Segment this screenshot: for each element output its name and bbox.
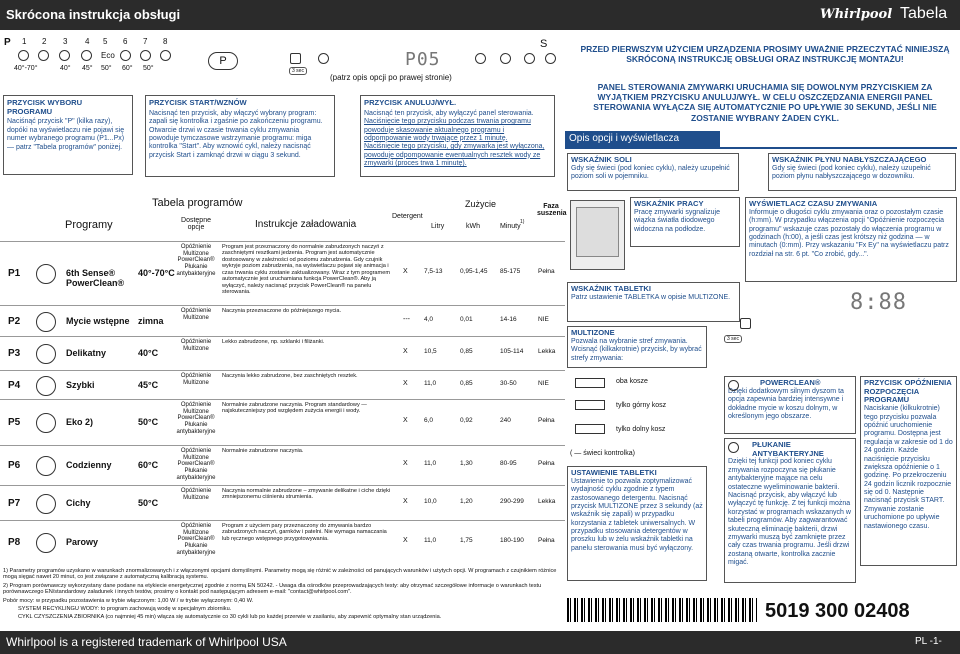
program-instructions: Naczynia normalnie zabrudzone – zmywanie delikatne i ciche dzięki zmniejszonemu ciśnieniu strumienia. bbox=[222, 488, 391, 501]
dishwasher-illustration bbox=[570, 200, 625, 270]
program-instructions: Lekko zabrudzone, np. szklanki i filiżanki. bbox=[222, 339, 325, 345]
box-text: Patrz ustawienie TABLETKA w opisie MULTIZONE. bbox=[571, 293, 731, 301]
col-programy: Programy bbox=[65, 219, 113, 231]
barcode bbox=[567, 598, 757, 622]
basket-option: tylko górny kosz bbox=[616, 402, 667, 409]
footnote: Pobór mocy: w przypadku pozostawienia w trybie włączonym: 1,00 W / w trybie wyłączonym: 0,40 W. bbox=[3, 598, 254, 604]
col-kwh: kWh bbox=[466, 223, 480, 230]
eco-icon: Eco bbox=[101, 51, 115, 60]
blue-rule bbox=[565, 147, 957, 149]
box-title: WSKAŹNIK PŁYNU NABŁYSZCZAJĄCEGO bbox=[772, 155, 927, 164]
program-number: 5 bbox=[103, 37, 108, 46]
program-name: 6th Sense® PowerClean® bbox=[66, 268, 125, 288]
box-text: Ustawienie to pozwala zoptymalizować wydajność cyklu zgodnie z typem zastosowanego detergentu. Nacisnąć przycisk MULTIZONE przez 3 sekundy (aż wskaźnik się zapali) w przypadku korzystania z tabletek uniwersalnych. W przypadku stosowania detergentów w proszku lub w żelu wskaźnik tabletki na panelu sterowania musi być wyłączony. bbox=[571, 477, 703, 552]
program-name: Delikatny bbox=[66, 348, 107, 358]
program-options: Opóźnienie Multizone PowerClean® Płukanie antybakteryjne bbox=[176, 244, 216, 277]
program-id: P7 bbox=[8, 497, 21, 509]
col-litry: Litry bbox=[431, 223, 445, 230]
glass-icon bbox=[59, 50, 70, 61]
program-options: Opóźnienie Multizone bbox=[180, 373, 212, 386]
program-liters: 7,5-13 bbox=[424, 268, 443, 275]
box-title: MULTIZONE bbox=[571, 328, 615, 337]
program-temp: 50°C bbox=[138, 497, 159, 508]
col-opcje: Dostępne opcje bbox=[181, 217, 211, 231]
program-number: 2 bbox=[42, 37, 47, 46]
section-title: Tabela bbox=[900, 5, 948, 22]
box-title: WSKAŹNIK PRACY bbox=[634, 199, 704, 208]
box-text: Naciśnięcie tego przycisku, gdy zmywarka jest wyłączona, powoduje odpompowanie ewentualnych resztek wody ze zmywarki (proces trwa 1 minutę). bbox=[364, 143, 545, 168]
program-liters: 11,0 bbox=[424, 379, 437, 387]
program-number: 4 bbox=[85, 37, 90, 46]
salt-box bbox=[567, 153, 739, 191]
control-panel bbox=[0, 33, 565, 88]
warning-text: PRZED PIERWSZYM UŻYCIEM URZĄDZENIA PROSIMY UWAŻNIE PRZECZYTAĆ NINIEJSZĄ SKRÓCONĄ INSTRUKCJĘ OBSŁUGI ORAZ INSTRUKCJĘ MONTAŻU! bbox=[580, 44, 950, 65]
delay-icon[interactable] bbox=[475, 53, 486, 64]
program-detergent: X bbox=[403, 379, 408, 387]
program-detergent: --- bbox=[403, 315, 410, 323]
program-icon bbox=[36, 312, 56, 332]
program-icon bbox=[36, 344, 56, 364]
box-title: WYŚWIETLACZ CZASU ZMYWANIA bbox=[749, 199, 878, 208]
panel-info-text: PANEL STEROWANIA ZMYWARKI URUCHAMIA SIĘ DOWOLNYM PRZYCISKIEM ZA WYJĄTKIEM PRZYCISKU ANULUJ/WYŁ. W CELU OSZCZĘDZANIA ENERGII PANEL STEROWANIA WYŁĄCZA SIĘ AUTOMATYCZNIE PO UPŁYWIE 30 SEKUND, JEŚLI NIE ZOSTANIE WYBRANY ŻADEN CYKL. bbox=[593, 82, 937, 123]
program-detergent: X bbox=[403, 268, 408, 275]
box-text: Gdy się świeci (pod koniec cyklu), należy uzupełnić poziom soli w pojemniku. bbox=[571, 164, 730, 181]
led-legend: ( — świeci kontrolka) bbox=[570, 450, 635, 457]
tablet-icon bbox=[290, 53, 301, 64]
box-text: Naciskanie (kilkukrotnie) tego przycisku pozwala opóźnić uruchomienie programu. Dostępna jest regulacja w zakresie od 1 do 24 godzin. Każde naciśnięcie przycisku zwiększa opóźnienie o 1 godzinę. Po przekroczeniu 24 godzin licznik rozpocznie się od 0. Następnie nacisnąć przycisk START. Zmywanie zostanie uruchomione po upływie nastawionego czasu. bbox=[864, 405, 953, 530]
footnote: 2) Program porównawczy wykorzystany dane podane na etykiecie energetycznej zgodnie z normą EN 50242. - Uwaga dla ośrodków przeprowadzających testy: aby otrzymać szczegółowe informacje o warunkach testu porównawczego EN/standardowy załadunek i innych testów, prosimy o kontakt pod następującym adresem e-mail: "contact@whirlpool.com". bbox=[3, 583, 542, 596]
p-label: P bbox=[4, 37, 11, 48]
box-title: WSKAŹNIK SOLI bbox=[571, 155, 632, 164]
box-title: WSKAŹNIK TABLETKI bbox=[571, 284, 652, 293]
col-detergent: Detergent bbox=[392, 213, 423, 220]
basket-icon bbox=[575, 400, 605, 410]
col-instrukcje: Instrukcje załadowania bbox=[255, 219, 357, 230]
p-button[interactable]: P bbox=[208, 52, 238, 70]
three-sec-label: 3 sec bbox=[289, 67, 307, 75]
quick-icon bbox=[81, 50, 92, 61]
options-tab: Opis opcji i wyświetlacza bbox=[565, 131, 720, 147]
program-number: 6 bbox=[123, 37, 128, 46]
program-number: 8 bbox=[163, 37, 168, 46]
temp-label: 40°-70° bbox=[14, 65, 38, 72]
basket-icon bbox=[575, 378, 605, 388]
program-drying: NIE bbox=[538, 379, 549, 387]
footnote: CYKL CZYSZCZENIA ZBIORNIKA (co najmniej 45 min) włącza się automatycznie co 30 cykli lub po każdej przerwie w zasilaniu, aby zapewnić optymalny stan urządzenia. bbox=[18, 614, 442, 620]
program-instructions: Normalnie zabrudzone naczynia. bbox=[222, 448, 304, 454]
temp-label: 50° bbox=[101, 65, 112, 72]
three-sec-label: 3 sec bbox=[724, 335, 742, 343]
program-kwh: 1,20 bbox=[460, 497, 473, 505]
cancel-box bbox=[360, 95, 555, 177]
program-options: Opóźnienie Multizone bbox=[180, 308, 212, 321]
rinse-aid-box bbox=[768, 153, 956, 191]
program-temp: 60°C bbox=[138, 460, 159, 470]
col-faza: Faza suszenia bbox=[537, 203, 567, 217]
program-select-box bbox=[3, 95, 133, 175]
program-detergent: X bbox=[403, 460, 408, 467]
program-detergent: X bbox=[403, 497, 408, 505]
box-text: Naciśnięcie tego przycisku podczas trwania programu powoduje skasowanie aktualnego programu i odpompowanie wody trwające przez 1 minutę. bbox=[364, 118, 531, 142]
program-minutes: 105-114 bbox=[500, 348, 524, 355]
program-number: 1 bbox=[22, 37, 27, 46]
box-text: Informuje o długości cyklu zmywania oraz o pozostałym czasie (h:mm). W przypadku włączenia opcji "Opóźnienie rozpoczęcia programu" wskazuje czas pozostały do włączenia programu w godzinach (h:00), a jeśli czas jest krótszy niż godzina — w minutach (0:mm). Przy wskazaniu "Fx Ey" na wyświetlaczu patrz rozdział na str. 6 pt. "Co zrobić, gdy...". bbox=[749, 208, 949, 258]
multizone-icon[interactable] bbox=[318, 53, 329, 64]
program-minutes: 240 bbox=[500, 417, 511, 424]
program-temp: zimna bbox=[138, 315, 164, 326]
program-name: Cichy bbox=[66, 497, 91, 508]
program-number: 7 bbox=[143, 37, 148, 46]
program-drying: Pełna bbox=[538, 537, 555, 544]
program-minutes: 180-190 bbox=[500, 537, 524, 544]
program-drying: Pełna bbox=[538, 417, 555, 424]
daily-icon bbox=[120, 50, 131, 61]
antibacterial-box bbox=[724, 438, 856, 583]
program-options: Opóźnienie Multizone PowerClean® Płukanie antybakteryjne bbox=[176, 448, 216, 481]
tablet-setting-box bbox=[567, 466, 707, 581]
box-title: PŁUKANIE ANTYBAKTERYJNE bbox=[752, 440, 824, 458]
program-id: P1 bbox=[8, 268, 21, 279]
program-liters: 6,0 bbox=[424, 417, 434, 424]
cancel-button[interactable] bbox=[524, 53, 535, 64]
box-title: PRZYCISK ANULUJ/WYŁ. bbox=[364, 98, 457, 107]
program-name: Szybki bbox=[66, 379, 95, 390]
program-instructions: Program z użyciem pary przeznaczony do zmywania bardzo zabrudzonych naczyń, garnków i patelni. Nie wymaga namaczania lub ręcznego wstępnego przygotowywania. bbox=[222, 523, 387, 542]
powerclean-icon[interactable] bbox=[728, 380, 739, 391]
program-minutes: 80-95 bbox=[500, 460, 517, 467]
program-detergent: X bbox=[403, 537, 408, 544]
program-icon bbox=[36, 413, 56, 433]
footnote-mark: 1) bbox=[520, 219, 525, 225]
box-text: Dzięki tej funkcji pod koniec cyklu zmywania rozpoczyna się płukanie antybakteryjne mające na celu ostateczne wyeliminowanie bakterii. Nacisnąć przycisk, aby włączyć lub wyłączyć tę funkcję. Z tej funkcji można korzystać w programach wskazanych w tabeli programów. Aby zagwarantować skuteczną eliminację bakterii, drzwi zmywarki muszą być zamknięte przez cały czas trwania programu. Jeśli drzwi zostaną otwarte, kontrolka zacznie migać. bbox=[728, 458, 851, 567]
trademark: Whirlpool is a registered trademark of Whirlpool USA bbox=[6, 635, 287, 649]
panel-note: (patrz opis opcji po prawej stronie) bbox=[330, 73, 452, 82]
program-kwh: 0,01 bbox=[460, 315, 473, 323]
program-icon bbox=[36, 494, 56, 514]
box-text: Pracę zmywarki sygnalizuje wiązka światła diodowego widoczna na podłodze. bbox=[634, 208, 720, 233]
box-text: Gdy się świeci (pod koniec cyklu), należy uzupełnić poziom płynu nabłyszczającego w dozowniku. bbox=[772, 164, 931, 181]
program-liters: 10,0 bbox=[424, 497, 437, 505]
program-minutes: 30-50 bbox=[500, 379, 517, 387]
program-liters: 11,0 bbox=[424, 537, 437, 544]
box-title: POWERCLEAN® bbox=[760, 378, 821, 387]
program-drying: Pełna bbox=[538, 460, 555, 467]
page-number: PL -1- bbox=[915, 636, 942, 647]
program-icon bbox=[36, 456, 56, 476]
program-liters: 11,0 bbox=[424, 460, 437, 467]
program-drying: Pełna bbox=[538, 268, 555, 275]
box-text: Nacisnąć ten przycisk, aby włączyć wybrany program: zapali się kontrolka i zgaśnie po zakończeniu programu. Otwarcie drzwi w czasie trwania cyklu zmywania powoduje tymczasowe wstrzymanie programu: miga kontrolka "Start". Aby wznowić cykl, należy nacisnąć przycisk Start i zamknąć drzwi w ciągu 3 sekund. bbox=[149, 109, 323, 159]
program-temp: 45°C bbox=[138, 379, 159, 390]
program-detergent: X bbox=[403, 417, 408, 424]
program-liters: 10,5 bbox=[424, 348, 437, 355]
box-title: PRZYCISK WYBORU PROGRAMU bbox=[7, 98, 83, 116]
footnote: 1) Parametry programów uzyskano w warunkach znormalizowanych i z włączonymi opcjami domyślnymi. Parametry mogą się różnić w zależności od panujących warunków i użytych opcji. W programach z czujnikiem różnice mogą sięgać nawet 20 minut, co jest związane z automatyczną kalibracją systemu. bbox=[3, 568, 557, 581]
program-id: P2 bbox=[8, 315, 21, 327]
basket-option: tylko dolny kosz bbox=[616, 426, 666, 433]
program-kwh: 1,75 bbox=[460, 537, 473, 544]
program-kwh: 0,85 bbox=[460, 348, 473, 355]
program-icon bbox=[36, 264, 56, 284]
multizone-box bbox=[567, 326, 707, 368]
start-box bbox=[145, 95, 335, 177]
program-options: Opóźnienie Multizone PowerClean® Płukanie antybakteryjne bbox=[176, 523, 216, 556]
footnote: SYSTEM RECYKLINGU WODY: to program zachowują wodę w specjalnym zbiorniku. bbox=[18, 606, 232, 612]
temp-label: 50° bbox=[143, 65, 154, 72]
program-id: P8 bbox=[8, 537, 21, 548]
program-id: P4 bbox=[8, 379, 21, 391]
col-zuzycie: Zużycie bbox=[465, 199, 497, 209]
silent-icon bbox=[140, 50, 151, 61]
work-box bbox=[630, 197, 740, 247]
program-name: Eko 2) bbox=[66, 417, 94, 427]
program-number: 3 bbox=[63, 37, 68, 46]
rinse-aid-icon bbox=[545, 53, 556, 64]
program-id: P6 bbox=[8, 460, 21, 471]
program-name: Codzienny bbox=[66, 460, 112, 470]
temp-label: 60° bbox=[122, 65, 133, 72]
product-code: 5019 300 02408 bbox=[765, 600, 910, 622]
temp-label: 45° bbox=[82, 65, 93, 72]
program-id: P3 bbox=[8, 348, 21, 359]
box-text: Naciśnąć przycisk "P" (kilka razy), dopóki na wyświetlaczu nie pojawi się numer wybranego programu (P1...Px) — patrz "Tabela programów" poniżej. bbox=[7, 118, 125, 151]
program-icon bbox=[36, 533, 56, 553]
box-title: PRZYCISK START/WZNÓW bbox=[149, 98, 247, 107]
program-kwh: 1,30 bbox=[460, 460, 473, 467]
program-options: Opóźnienie Multizone PowerClean® Płukanie antybakteryjne bbox=[176, 402, 216, 435]
basket-option: oba kosze bbox=[616, 378, 648, 385]
display: P05 bbox=[405, 49, 441, 70]
program-name: Mycie wstępne bbox=[66, 315, 130, 326]
program-liters: 4,0 bbox=[424, 315, 434, 323]
program-options: Opóźnienie Multizone bbox=[180, 339, 212, 352]
program-kwh: 0,95-1,45 bbox=[460, 268, 488, 275]
prewash-icon bbox=[38, 50, 49, 61]
program-temp: 50°C bbox=[138, 417, 159, 427]
program-drying: NIE bbox=[538, 315, 549, 323]
box-title: USTAWIENIE TABLETKI bbox=[571, 468, 657, 477]
program-instructions: Program jest przeznaczony do normalnie zabrudzonych naczyń z zaschniętymi resztkami jedzenia. Program jest automatycznie dostosowany w zależności od poziomu zabrudzenia. Gdy czujnik wykryje poziom zabrudzenia, na wyświetlaczu pojawi się animacja i czas trwania cyklu zostanie zaktualizowany. Wraz z tym programem automatycznie jest uruchamiana funkcja PowerClean®. Aby ją wyłączyć, należy nacisnąć przycisk PowerClean® na panelu sterowania. bbox=[222, 244, 390, 295]
program-instructions: Normalnie zabrudzone naczynia. Program standardowy — najskuteczniejszy pod względem zużycia energii i wody. bbox=[222, 402, 367, 415]
antibacterial-icon[interactable] bbox=[728, 442, 739, 453]
program-instructions: Naczynia przeznaczone do późniejszego mycia. bbox=[222, 308, 342, 314]
box-text: Pozwala na wybranie stref zmywania. Wcisnąć (kilkakrotnie) przycisk, by wybrać strefy zmywania: bbox=[571, 337, 702, 362]
program-id: P5 bbox=[8, 417, 21, 428]
basket-icon bbox=[575, 424, 605, 434]
tablet-icon bbox=[740, 318, 751, 329]
page-title: Skrócona instrukcja obsługi bbox=[6, 7, 181, 22]
s-label: S bbox=[540, 38, 548, 50]
col-minuty: Minuty bbox=[500, 223, 521, 230]
program-detergent: X bbox=[403, 348, 408, 355]
program-name: Parowy bbox=[66, 537, 99, 547]
table-title: Tabela programów bbox=[152, 197, 243, 209]
program-kwh: 0,85 bbox=[460, 379, 473, 387]
program-icon bbox=[36, 376, 56, 396]
temp-label: 40° bbox=[60, 65, 71, 72]
box-title: PRZYCISK OPÓŹNIENIA ROZPOCZĘCIA PROGRAMU bbox=[864, 378, 952, 405]
time-display: 8:88 bbox=[850, 290, 907, 315]
box-text: Nacisnąć ten przycisk, aby wyłączyć panel sterowania. bbox=[364, 109, 534, 117]
program-kwh: 0,92 bbox=[460, 417, 473, 424]
program-instructions: Naczynia lekko zabrudzone, bez zaschniętych resztek. bbox=[222, 373, 358, 379]
program-temp: 40°C bbox=[138, 348, 159, 358]
powerclean-box bbox=[724, 376, 856, 434]
program-options: Opóźnienie Multizone bbox=[180, 488, 212, 501]
start-button[interactable] bbox=[500, 53, 511, 64]
time-display-box bbox=[745, 197, 957, 282]
box-text: Dzięki dodatkowym silnym dyszom ta opcja zapewnia bardziej intensywne i dokładne mycie w koszu dolnym, w określonym jego obszarze. bbox=[728, 387, 844, 420]
program-drying: Lekka bbox=[538, 348, 556, 355]
program-temp: 40°-70°C bbox=[138, 268, 175, 278]
program-minutes: 14-16 bbox=[500, 315, 517, 323]
steam-icon bbox=[160, 50, 171, 61]
program-minutes: 85-175 bbox=[500, 268, 521, 275]
brand-logo: Whirlpool bbox=[820, 7, 893, 22]
program-drying: Lekka bbox=[538, 497, 556, 505]
sense-icon bbox=[18, 50, 29, 61]
tablet-box bbox=[567, 282, 740, 322]
program-minutes: 290-299 bbox=[500, 497, 524, 505]
delay-box bbox=[860, 376, 957, 566]
